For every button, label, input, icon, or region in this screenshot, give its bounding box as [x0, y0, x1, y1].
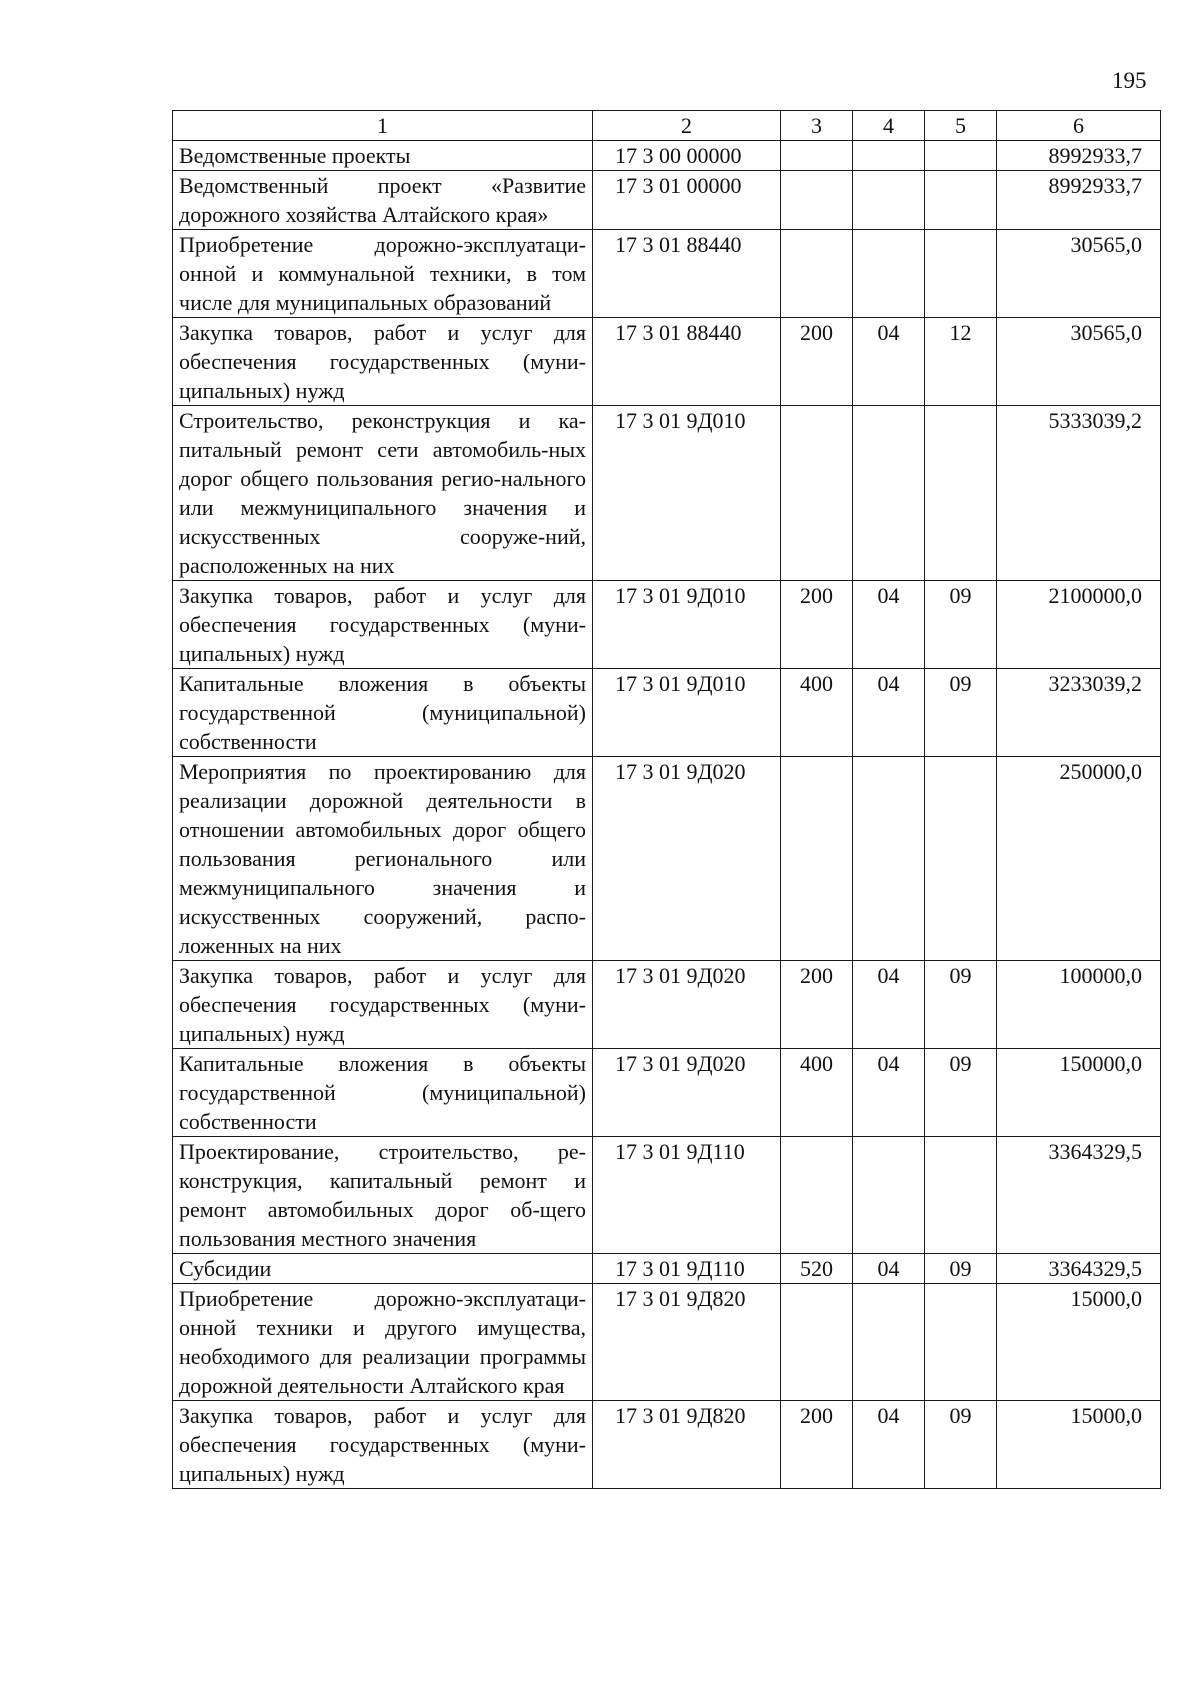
- amount-cell: 30565,0: [997, 318, 1161, 406]
- target-code-cell: 17 3 01 9Д110: [593, 1137, 781, 1254]
- table-row: [173, 961, 1161, 1049]
- expense-type-cell: [781, 171, 853, 230]
- amount-cell: 15000,0: [997, 1401, 1161, 1489]
- subsection-cell: 09: [925, 961, 997, 1049]
- target-code-cell: 17 3 01 9Д010: [593, 406, 781, 581]
- expense-name-cell: Ведомственный проект «Развитие дорожного хозяйства Алтайского края»: [173, 171, 593, 230]
- section-cell: [853, 141, 925, 171]
- amount-cell: 2100000,0: [997, 581, 1161, 669]
- expense-type-cell: 520: [781, 1254, 853, 1284]
- expense-name-cell: Проектирование, строительство, ре-конструкция, капитальный ремонт и ремонт автомобильных дорог об-щего пользования местного значения: [173, 1137, 593, 1254]
- table-row: [173, 669, 1161, 757]
- expense-type-cell: [781, 230, 853, 318]
- section-cell: [853, 1284, 925, 1401]
- table-row: [173, 1254, 1161, 1284]
- table-row: [173, 141, 1161, 171]
- section-cell: 04: [853, 961, 925, 1049]
- expense-type-cell: [781, 757, 853, 961]
- expense-type-cell: [781, 1137, 853, 1254]
- target-code-cell: 17 3 01 9Д020: [593, 961, 781, 1049]
- expense-type-cell: 200: [781, 1401, 853, 1489]
- section-cell: [853, 757, 925, 961]
- table-header-row: [173, 111, 1161, 141]
- amount-cell: 3233039,2: [997, 669, 1161, 757]
- expense-name-cell: Закупка товаров, работ и услуг для обеспечения государственных (муни-ципальных) нужд: [173, 318, 593, 406]
- page-number: 195: [1112, 68, 1147, 93]
- amount-cell: 3364329,5: [997, 1137, 1161, 1254]
- section-cell: 04: [853, 318, 925, 406]
- expense-type-cell: [781, 1284, 853, 1401]
- expense-type-cell: [781, 141, 853, 171]
- target-code-cell: 17 3 01 9Д820: [593, 1284, 781, 1401]
- column-header: 3: [781, 111, 853, 141]
- section-cell: 04: [853, 1401, 925, 1489]
- column-header: 4: [853, 111, 925, 141]
- column-header: 1: [173, 111, 593, 141]
- subsection-cell: 09: [925, 1254, 997, 1284]
- subsection-cell: [925, 230, 997, 318]
- subsection-cell: [925, 171, 997, 230]
- amount-cell: 150000,0: [997, 1049, 1161, 1137]
- expense-name-cell: Закупка товаров, работ и услуг для обеспечения государственных (муни-ципальных) нужд: [173, 581, 593, 669]
- section-cell: [853, 171, 925, 230]
- amount-cell: 15000,0: [997, 1284, 1161, 1401]
- target-code-cell: 17 3 01 9Д820: [593, 1401, 781, 1489]
- table-row: [173, 318, 1161, 406]
- table-row: [173, 581, 1161, 669]
- subsection-cell: [925, 1137, 997, 1254]
- section-cell: 04: [853, 581, 925, 669]
- expense-name-cell: Закупка товаров, работ и услуг для обеспечения государственных (муни-ципальных) нужд: [173, 961, 593, 1049]
- subsection-cell: 09: [925, 1049, 997, 1137]
- section-cell: 04: [853, 1049, 925, 1137]
- table-row: [173, 1401, 1161, 1489]
- expense-name-cell: Субсидии: [173, 1254, 593, 1284]
- target-code-cell: 17 3 00 00000: [593, 141, 781, 171]
- section-cell: 04: [853, 669, 925, 757]
- amount-cell: 8992933,7: [997, 171, 1161, 230]
- expense-name-cell: Строительство, реконструкция и ка-питальный ремонт сети автомобиль-ных дорог общего пользования регио-нального или межмуниципального значения и искусственных сооруже-ний, расположенных на них: [173, 406, 593, 581]
- target-code-cell: 17 3 01 9Д010: [593, 669, 781, 757]
- expense-type-cell: [781, 406, 853, 581]
- amount-cell: 3364329,5: [997, 1254, 1161, 1284]
- column-header: 5: [925, 111, 997, 141]
- target-code-cell: 17 3 01 9Д020: [593, 757, 781, 961]
- target-code-cell: 17 3 01 9Д110: [593, 1254, 781, 1284]
- target-code-cell: 17 3 01 9Д010: [593, 581, 781, 669]
- expense-type-cell: 200: [781, 581, 853, 669]
- amount-cell: 100000,0: [997, 961, 1161, 1049]
- subsection-cell: [925, 141, 997, 171]
- section-cell: [853, 1137, 925, 1254]
- subsection-cell: 09: [925, 581, 997, 669]
- expense-type-cell: 200: [781, 961, 853, 1049]
- expense-name-cell: Капитальные вложения в объекты государственной (муниципальной) собственности: [173, 669, 593, 757]
- expense-name-cell: Ведомственные проекты: [173, 141, 593, 171]
- table-row: [173, 230, 1161, 318]
- column-header: 2: [593, 111, 781, 141]
- subsection-cell: 12: [925, 318, 997, 406]
- subsection-cell: [925, 1284, 997, 1401]
- subsection-cell: [925, 757, 997, 961]
- expense-name-cell: Приобретение дорожно-эксплуатаци-онной техники и другого имущества, необходимого для реализации программы дорожной деятельности Алтайского края: [173, 1284, 593, 1401]
- expense-type-cell: 400: [781, 1049, 853, 1137]
- amount-cell: 5333039,2: [997, 406, 1161, 581]
- table-row: [173, 1284, 1161, 1401]
- subsection-cell: 09: [925, 1401, 997, 1489]
- section-cell: 04: [853, 1254, 925, 1284]
- expense-name-cell: Капитальные вложения в объекты государственной (муниципальной) собственности: [173, 1049, 593, 1137]
- table-row: [173, 171, 1161, 230]
- subsection-cell: [925, 406, 997, 581]
- expense-type-cell: 200: [781, 318, 853, 406]
- section-cell: [853, 406, 925, 581]
- expense-name-cell: Закупка товаров, работ и услуг для обеспечения государственных (муни-ципальных) нужд: [173, 1401, 593, 1489]
- expense-name-cell: Приобретение дорожно-эксплуатаци-онной и коммунальной техники, в том числе для муниципальных образований: [173, 230, 593, 318]
- table-row: [173, 406, 1161, 581]
- table-row: [173, 757, 1161, 961]
- amount-cell: 8992933,7: [997, 141, 1161, 171]
- target-code-cell: 17 3 01 88440: [593, 318, 781, 406]
- table-row: [173, 1049, 1161, 1137]
- section-cell: [853, 230, 925, 318]
- column-header: 6: [997, 111, 1161, 141]
- amount-cell: 30565,0: [997, 230, 1161, 318]
- target-code-cell: 17 3 01 88440: [593, 230, 781, 318]
- amount-cell: 250000,0: [997, 757, 1161, 961]
- expense-name-cell: Мероприятия по проектированию для реализации дорожной деятельности в отношении автомобильных дорог общего пользования регионального или межмуниципального значения и искусственных сооружений, распо-ложенных на них: [173, 757, 593, 961]
- target-code-cell: 17 3 01 00000: [593, 171, 781, 230]
- budget-table: [172, 110, 1161, 1489]
- expense-type-cell: 400: [781, 669, 853, 757]
- target-code-cell: 17 3 01 9Д020: [593, 1049, 781, 1137]
- subsection-cell: 09: [925, 669, 997, 757]
- table-row: [173, 1137, 1161, 1254]
